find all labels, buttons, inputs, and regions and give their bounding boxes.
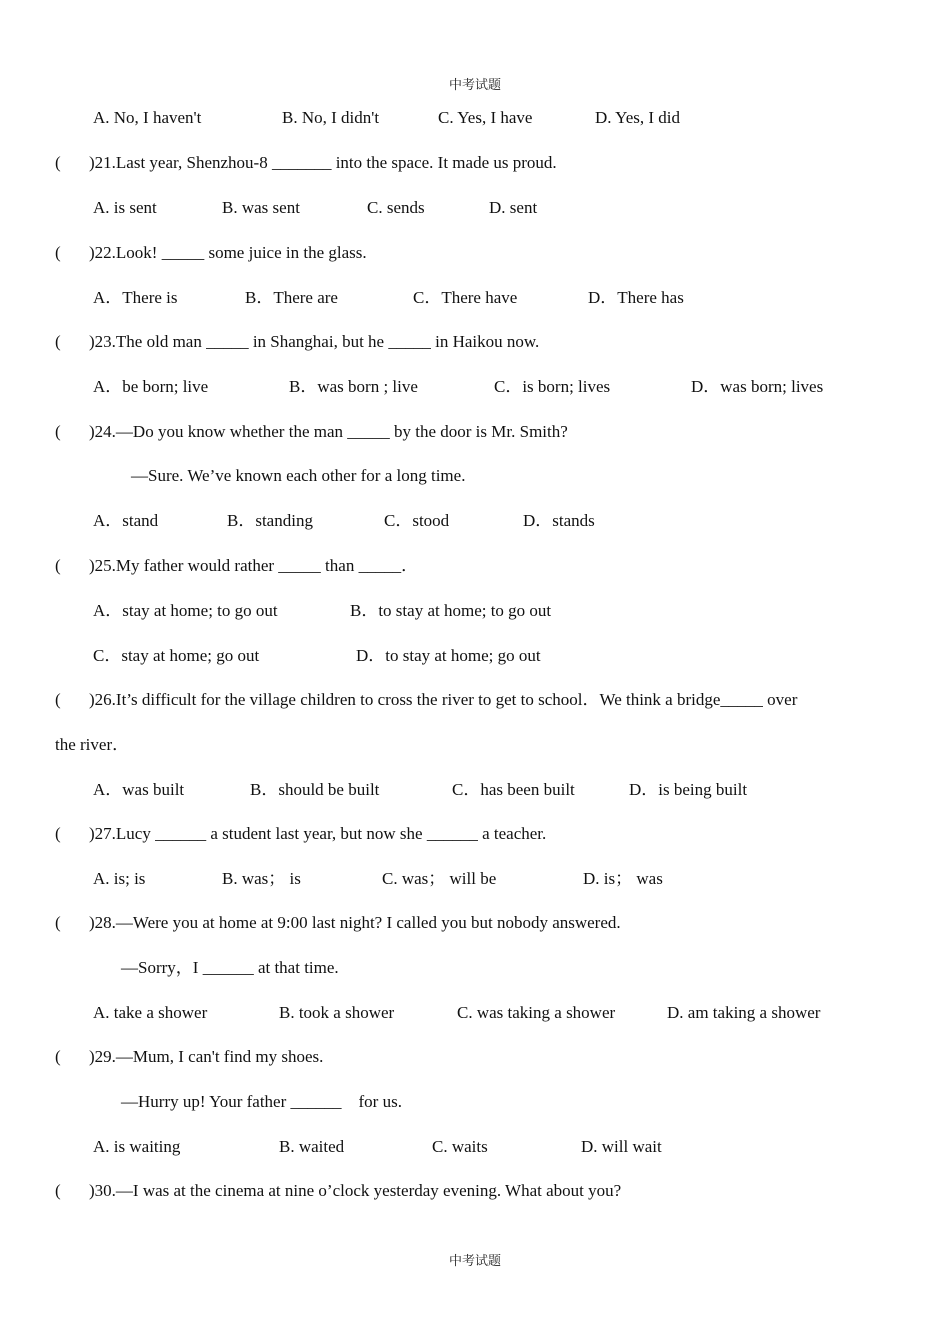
- q28-reply: —Sorry，I ______ at that time.: [121, 958, 339, 977]
- q20-option-d: D. Yes, I did: [595, 108, 681, 127]
- q25-option-c: C．stay at home; go out: [93, 646, 260, 665]
- q24-option-c: C．stood: [384, 511, 450, 530]
- q23-stem: )23.The old man _____ in Shanghai, but he _____ in Haikou now.: [89, 332, 540, 351]
- answer-blank-24: (: [55, 422, 61, 441]
- q29-stem: )29.—Mum, I can't find my shoes.: [89, 1047, 324, 1066]
- answer-blank-26: (: [55, 690, 61, 709]
- answer-blank-23: (: [55, 332, 61, 351]
- q28-option-a: A. take a shower: [93, 1003, 208, 1022]
- answer-blank-30: (: [55, 1181, 61, 1200]
- q25-option-a: A．stay at home; to go out: [93, 601, 278, 620]
- q29-option-d: D. will wait: [581, 1137, 662, 1156]
- q28-option-b: B. took a shower: [279, 1003, 395, 1022]
- q23-option-c: C．is born; lives: [494, 377, 611, 396]
- answer-blank-25: (: [55, 556, 61, 575]
- answer-blank-22: (: [55, 243, 61, 262]
- q20-option-a: A. No, I haven't: [93, 108, 202, 127]
- q22-option-a: A．There is: [93, 288, 178, 307]
- q25-option-b: B．to stay at home; to go out: [350, 601, 552, 620]
- q24-option-d: D．stands: [523, 511, 595, 530]
- q30-stem: )30.—I was at the cinema at nine o’clock yesterday evening. What about you?: [89, 1181, 622, 1200]
- q24-stem: )24.—Do you know whether the man _____ by the door is Mr. Smith?: [89, 422, 568, 441]
- q24-option-b: B．standing: [227, 511, 313, 530]
- q27-option-a: A. is; is: [93, 869, 146, 888]
- page-footer: 中考试题: [448, 1254, 501, 1269]
- q20-option-c: C. Yes, I have: [438, 108, 533, 127]
- answer-blank-29: (: [55, 1047, 61, 1066]
- q26-option-c: C．has been built: [452, 780, 575, 799]
- answer-blank-21: (: [55, 153, 61, 172]
- q29-option-a: A. is waiting: [93, 1137, 181, 1156]
- answer-blank-27: (: [55, 824, 61, 843]
- q24-reply: —Sure. We’ve known each other for a long time.: [131, 466, 466, 485]
- page-header: 中考试题: [448, 78, 501, 93]
- q28-option-d: D. am taking a shower: [667, 1003, 821, 1022]
- q29-option-c: C. waits: [432, 1137, 488, 1156]
- q21-option-d: D. sent: [489, 198, 538, 217]
- q21-option-b: B. was sent: [222, 198, 300, 217]
- q21-option-c: C. sends: [367, 198, 425, 217]
- q29-reply: —Hurry up! Your father ______ for us.: [121, 1092, 402, 1111]
- q22-option-c: C．There have: [413, 288, 518, 307]
- q27-stem: )27.Lucy ______ a student last year, but now she ______ a teacher.: [89, 824, 547, 843]
- q26-option-a: A．was built: [93, 780, 185, 799]
- q26-option-d: D．is being built: [629, 780, 748, 799]
- q22-option-d: D．There has: [588, 288, 684, 307]
- q27-option-c: C. was； will be: [382, 869, 497, 888]
- q22-stem: )22.Look! _____ some juice in the glass.: [89, 243, 367, 262]
- q21-option-a: A. is sent: [93, 198, 157, 217]
- q25-stem: )25.My father would rather _____ than _____．: [89, 556, 419, 575]
- q29-option-b: B. waited: [279, 1137, 345, 1156]
- q23-option-a: A．be born; live: [93, 377, 209, 396]
- q23-option-d: D．was born; lives: [691, 377, 824, 396]
- q27-option-b: B. was； is: [222, 869, 301, 888]
- q23-option-b: B．was born ; live: [289, 377, 418, 396]
- q28-stem: )28.—Were you at home at 9:00 last night? I called you but nobody answered.: [89, 913, 621, 932]
- q25-option-d: D．to stay at home; go out: [356, 646, 541, 665]
- answer-blank-28: (: [55, 913, 61, 932]
- q28-option-c: C. was taking a shower: [457, 1003, 616, 1022]
- q27-option-d: D. is； was: [583, 869, 663, 888]
- q22-option-b: B．There are: [245, 288, 338, 307]
- q26-stem: )26.It’s difficult for the village children to cross the river to get to school．We think a bridge_____ over: [89, 690, 798, 709]
- q26-option-b: B．should be built: [250, 780, 380, 799]
- q24-option-a: A．stand: [93, 511, 159, 530]
- q21-stem: )21.Last year, Shenzhou-8 _______ into the space. It made us proud.: [89, 153, 557, 172]
- q20-option-b: B. No, I didn't: [282, 108, 380, 127]
- q26-stem-continued: the river．: [55, 735, 130, 754]
